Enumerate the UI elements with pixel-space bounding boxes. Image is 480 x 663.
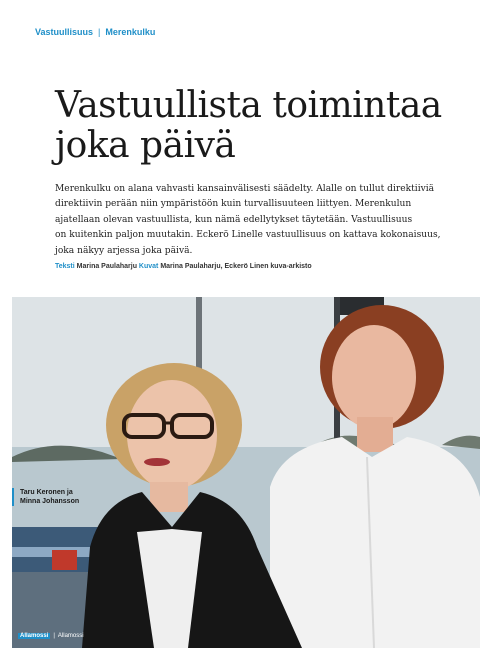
lead-line: on kuitenkin paljon muutakin. Eckerö Linelle vastuullisuus on kattava kokonaisuus,	[55, 230, 441, 241]
footer-issue: Allamossi	[57, 633, 84, 639]
breadcrumb-separator: |	[98, 27, 101, 37]
breadcrumb-section[interactable]: Vastuullisuus	[35, 27, 94, 37]
lead-line: ajatellaan olevan vastuullista, kun nämä edellytykset täytetään. Vastuullisuus	[55, 214, 413, 225]
lead-line: joka näkyy arjessa joka päivä.	[55, 245, 193, 256]
breadcrumb-topic[interactable]: Merenkulku	[105, 27, 156, 37]
page-title	[55, 86, 455, 166]
breadcrumb	[35, 27, 155, 37]
caption-line-1: Taru Keronen ja	[20, 489, 73, 496]
caption-line-2: Minna Johansson	[20, 498, 80, 505]
photo-credit-label: Kuvat	[138, 263, 159, 270]
page-footer	[18, 633, 84, 639]
byline	[55, 263, 312, 270]
text-credit-name: Marina Paulaharju	[76, 263, 137, 270]
photo-caption	[12, 488, 79, 506]
footer-separator: |	[53, 633, 55, 639]
lead-paragraph	[55, 182, 441, 259]
text-credit-label: Teksti	[55, 263, 75, 270]
footer-page-label: Allamossi	[20, 633, 49, 639]
photo-illustration	[12, 297, 480, 648]
lead-line: direktiivin perään niin ympäristöön kuin turvallisuuteen liittyen. Merenkulun	[55, 199, 412, 210]
title-line-2: joka päivä	[55, 125, 236, 166]
lead-line: Merenkulku on alana vahvasti kansainvälisesti säädelty. Alalle on tullut direktiiviä	[55, 184, 435, 194]
title-line-1: Vastuullista toimintaa	[55, 85, 442, 126]
photo-credit-name: Marina Paulaharju, Eckerö Linen kuva-arkisto	[160, 263, 312, 270]
article-photo	[12, 297, 480, 648]
